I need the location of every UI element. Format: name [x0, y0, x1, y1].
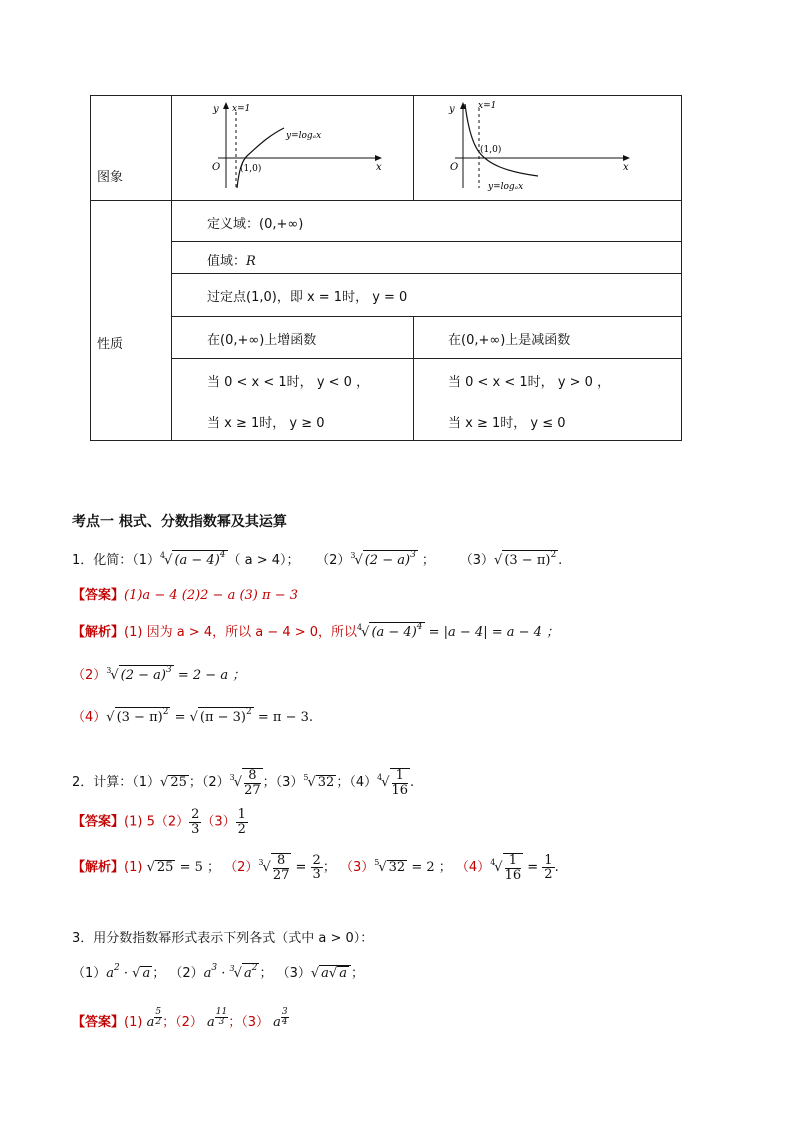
graph-y-label: y: [449, 104, 455, 115]
range-text: 值域：R: [207, 254, 256, 269]
right-property-line1: 当 0 < x < 1时， y > 0 ，: [448, 375, 611, 390]
graph-point-label: (1,0): [240, 164, 262, 174]
row-label-graph: 图象: [97, 170, 124, 185]
increasing-text: 在(0,+∞)上增函数: [207, 333, 317, 348]
graph-curve-label: y=logₐx: [286, 131, 322, 141]
row-divider: [171, 241, 681, 242]
analysis-2: 【解析】(1) √ 25 = 5 ； $(2)^3√$ $\frac{8}{27}$ = $\frac{2}{3}$ ； $(3)^5√$ 32 = 2 ； $(4)^4√$ $\frac{1}{16}$ = $\frac{1}{2}$ .: [72, 852, 559, 883]
question-1: 1．化简：$(1)^4√$ $(a - 4)^4$ （ a > 4）； $(2)^3√$ $(2 - a)^3$ ； （3）√ $(3 - \pi)^2$ .: [72, 550, 563, 568]
answer-3: 【答案】(1) a $\frac{5}{2}$ ；（2） a $\frac{11}{3}$ ；（3） a $\frac{3}{4}$: [72, 1007, 288, 1030]
graph-x-label: x: [376, 162, 382, 173]
log-graph-increasing: [206, 100, 391, 192]
question-3: 3．用分数指数幂形式表示下列各式（式中 a > 0）：: [72, 931, 374, 946]
left-property-line2: 当 x ≥ 1时， y ≥ 0: [207, 416, 325, 431]
col-divider: [171, 96, 172, 440]
graph-asymptote-label: x=1: [478, 101, 497, 111]
row-divider: [171, 316, 681, 317]
col-divider: [413, 316, 414, 440]
analysis-1-part1: 【解析】(1) 因为 a > 4，所以 a − 4 > 0，所以$^4$√ $(a - 4)^4 = |a - 4| = a - 4$ ；: [72, 622, 560, 640]
section-title: 考点一 根式、分数指数幂及其运算: [72, 514, 287, 530]
answer-1: 【答案】(1)a − 4 (2)2 − a (3) π − 3: [72, 588, 298, 603]
graph-origin-label: O: [212, 162, 221, 173]
decreasing-text: 在(0,+∞)上是减函数: [448, 333, 571, 348]
question-3-parts: $(1)a^2$ · √ a ； $(2)a^3 \cdot ^3√$ $a^2$ ； （3）√ a√ a ；: [72, 963, 364, 981]
row-label-properties: 性质: [97, 337, 124, 352]
graph-x-label: x: [623, 162, 629, 173]
graph-origin-label: O: [450, 162, 459, 173]
domain-text: 定义域：(0,+∞): [207, 217, 304, 232]
question-2: 2．计算：（1）√ 25 ；$(2)^3√$ $\frac{8}{27}$ ；$(3)^5√$ 32 ；$(4)^4√$ $\frac{1}{16}$ .: [72, 768, 415, 798]
properties-table: [90, 95, 682, 441]
analysis-1-part2: $(2)^3√$ $(2 - a)^3 = 2 - a$ ；: [72, 665, 246, 683]
graph-asymptote-label: x=1: [232, 104, 251, 114]
graph-y-label: y: [213, 104, 219, 115]
graph-point-label: (1,0): [480, 145, 502, 155]
answer-2: 【答案】(1) 5（2） $\frac{2}{3}$ （3） $\frac{1}{2}$: [72, 807, 246, 837]
row-divider: [171, 273, 681, 274]
left-property-line1: 当 0 < x < 1时， y < 0 ，: [207, 375, 370, 390]
fixed-point-text: 过定点(1,0)，即 x = 1时， y = 0: [207, 290, 408, 305]
right-property-line2: 当 x ≥ 1时， y ≤ 0: [448, 416, 566, 431]
col-divider: [413, 96, 414, 200]
row-divider: [91, 200, 681, 201]
graph-curve-label: y=logₐx: [488, 182, 524, 192]
log-graph-decreasing: [446, 100, 636, 192]
row-divider: [171, 358, 681, 359]
analysis-1-part3: （4）√ $(3 - \pi)^2$ = √ $(\pi - 3)^2 = \pi - 3$.: [72, 707, 314, 725]
